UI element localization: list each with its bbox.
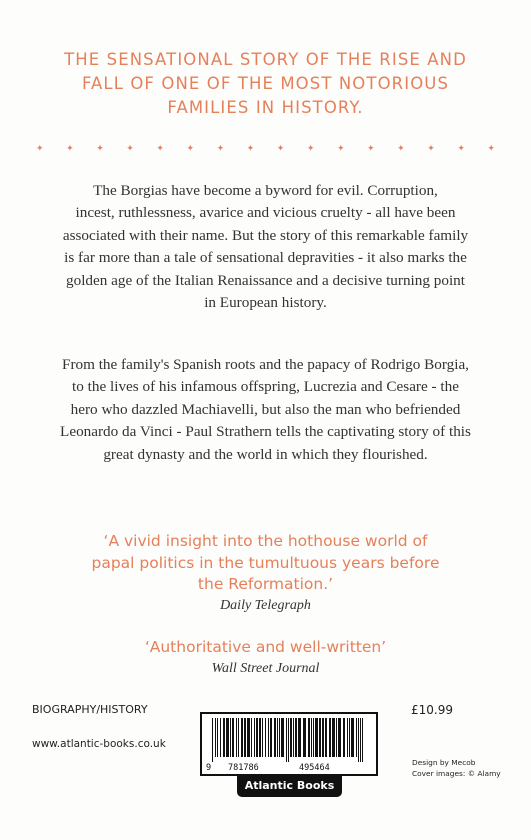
barcode-bar	[325, 718, 327, 757]
barcode-bar	[217, 718, 218, 757]
diamond-icon: ✦	[487, 144, 495, 154]
diamond-icon: ✦	[276, 144, 285, 154]
diamond-icon: ✦	[36, 144, 44, 154]
barcode-bar	[332, 718, 335, 757]
barcode-bar	[265, 718, 266, 757]
review-quote-line: papal politics in the tumultuous years before	[91, 553, 440, 572]
barcode-bar	[254, 718, 255, 757]
design-credits	[412, 757, 501, 779]
diamond-icon: ✦	[126, 144, 134, 154]
barcode-bar	[259, 718, 261, 757]
review-quote-1	[30, 531, 501, 596]
barcode-bar	[295, 718, 297, 757]
diamond-icon: ✦	[66, 144, 74, 154]
diamond-icon: ✦	[397, 144, 405, 154]
diamond-icon: ✦	[306, 144, 315, 154]
barcode-bar	[247, 718, 250, 757]
barcode-bar	[319, 718, 321, 757]
diamond-divider	[36, 144, 495, 154]
barcode-bar	[232, 718, 234, 757]
barcode-bar	[281, 718, 284, 757]
barcode-bar	[349, 718, 350, 757]
headline-line: THE SENSATIONAL STORY OF THE RISE AND	[64, 50, 467, 69]
blurb-line: hero who dazzled Machiavelli, but also the man who befriended	[70, 400, 461, 418]
barcode-bar	[215, 718, 216, 757]
blurb-line: is far more than a tale of sensational depravities - it also marks the	[64, 249, 467, 267]
barcode-bar	[268, 718, 269, 757]
isbn-left-group: 781786	[228, 763, 259, 773]
barcode-bar	[274, 718, 276, 757]
blurb-line: great dynasty and the world in which they flourished.	[103, 445, 428, 463]
publisher-website[interactable]: www.atlantic-books.co.uk	[32, 738, 166, 750]
genre-label: BIOGRAPHY/HISTORY	[32, 703, 148, 716]
barcode-bar	[290, 718, 292, 757]
review-quote-2	[30, 637, 501, 659]
review-quote-line: ‘Authoritative and well-written’	[144, 638, 387, 656]
review-quote-line: ‘A vivid insight into the hothouse world of	[103, 532, 428, 550]
review-quote-line: the Reformation.’	[197, 575, 334, 593]
barcode-bar	[293, 718, 294, 757]
price-label: £10.99	[411, 703, 453, 717]
blurb-line: in European history.	[204, 294, 327, 312]
barcode-bar	[226, 718, 229, 757]
barcode-bar	[343, 718, 345, 757]
barcode-bar	[303, 718, 306, 757]
barcode-bar	[223, 718, 225, 757]
diamond-icon: ✦	[156, 144, 164, 154]
blurb-line: incest, ruthlessness, avarice and vicious cruelty - all have been	[75, 204, 456, 222]
headline-line: FAMILIES IN HISTORY.	[167, 98, 364, 117]
headline	[30, 48, 501, 120]
barcode-bar	[256, 718, 258, 757]
barcode-bar	[277, 718, 278, 757]
barcode-bar	[298, 718, 301, 757]
barcode-bar	[241, 718, 243, 757]
barcode-bar	[315, 718, 318, 757]
diamond-icon: ✦	[457, 144, 465, 154]
diamond-icon: ✦	[216, 144, 225, 154]
review-source-1: Daily Telegraph	[220, 598, 311, 613]
diamond-icon: ✦	[336, 144, 345, 154]
barcode-bar	[308, 718, 310, 757]
barcode-bar	[311, 718, 312, 757]
diamond-icon: ✦	[96, 144, 104, 154]
barcode-bar	[362, 718, 363, 762]
blurb-paragraph-1	[36, 180, 495, 314]
barcode-bar	[351, 718, 354, 757]
diamond-icon: ✦	[427, 144, 435, 154]
blurb-line: associated with their name. But the story of this remarkable family	[62, 226, 469, 244]
blurb-line: golden age of the Italian Renaissance and a decisive turning point	[66, 271, 465, 289]
barcode-bar	[244, 718, 246, 757]
barcode-bar	[230, 718, 231, 757]
isbn-right-group: 495464	[299, 763, 330, 773]
diamond-icon: ✦	[186, 144, 195, 154]
barcode-bar	[322, 718, 324, 757]
headline-line: FALL OF ONE OF THE MOST NOTORIOUS	[81, 74, 450, 93]
diamond-icon: ✦	[246, 144, 255, 154]
barcode-bar	[313, 718, 314, 757]
barcode-bar	[279, 718, 280, 757]
diamond-icon: ✦	[367, 144, 375, 154]
review-source-2: Wall Street Journal	[211, 661, 320, 676]
barcode-bar	[356, 718, 357, 757]
credit-line: Design by Mecob	[412, 758, 476, 767]
blurb-paragraph-2	[36, 354, 495, 466]
barcode-bar	[288, 718, 289, 762]
isbn-barcode	[200, 712, 378, 776]
barcode-bar	[212, 718, 213, 762]
barcode-bars	[210, 718, 368, 762]
barcode-bar	[347, 718, 348, 757]
blurb-line: Leonardo da Vinci - Paul Strathern tells the captivating story of this	[60, 423, 471, 441]
barcode-bar	[336, 718, 337, 757]
blurb-line: From the family's Spanish roots and the papacy of Rodrigo Borgia,	[62, 356, 469, 373]
isbn-lead-digit: 9	[206, 763, 212, 773]
credit-line: Cover images: © Alamy	[412, 769, 501, 778]
barcode-bar	[338, 718, 341, 757]
barcode-bar	[262, 718, 263, 757]
blurb-line: The Borgias have become a byword for evil. Corruption,	[93, 182, 438, 199]
barcode-bar	[270, 718, 272, 757]
barcode-bar	[236, 718, 237, 757]
barcode-bar	[360, 718, 361, 762]
barcode-bar	[220, 718, 221, 757]
blurb-line: to the lives of his infamous offspring, Lucrezia and Cesare - the	[72, 378, 459, 396]
publisher-logo: Atlantic Books	[237, 775, 342, 797]
barcode-bar	[358, 718, 359, 762]
barcode-bar	[286, 718, 287, 762]
barcode-bar	[329, 718, 331, 757]
barcode-bar	[238, 718, 239, 757]
barcode-bar	[251, 718, 252, 757]
